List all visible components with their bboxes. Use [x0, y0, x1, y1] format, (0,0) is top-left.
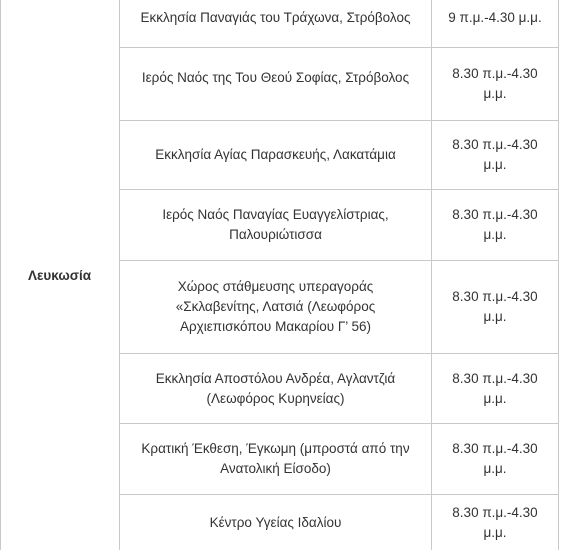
hours-cell: 8.30 π.μ.-4.30 μ.μ.: [452, 505, 538, 540]
hours-cell: 8.30 π.μ.-4.30 μ.μ.: [452, 137, 538, 172]
hours-cell: 8.30 π.μ.-4.30 μ.μ.: [452, 207, 538, 242]
location-cell: Εκκλησία Αγίας Παρασκευής, Λακατάμια: [155, 147, 396, 162]
hours-cell: 8.30 π.μ.-4.30 μ.μ.: [452, 441, 538, 476]
location-cell: Εκκλησία Αποστόλου Ανδρέα, Αγλαντζιά (Λεωφόρος Κυρηνείας): [155, 370, 396, 406]
location-cell: Κέντρο Υγείας Ιδαλίου: [209, 515, 342, 530]
hours-cell: 8.30 π.μ.-4.30 μ.μ.: [452, 370, 538, 406]
location-cell: Κρατική Έκθεση, Έγκωμη (μπροστά από την Ανατολική Είσοδο): [141, 441, 410, 476]
location-cell: Ιερός Ναός Παναγίας Ευαγγελίστριας, Παλουριώτισσα: [162, 207, 389, 242]
location-cell: Ιερός Ναός της Του Θεού Σοφίας, Στρόβολος: [141, 70, 410, 85]
hours-cell: 8.30 π.μ.-4.30 μ.μ.: [452, 289, 538, 324]
location-cell: Εκκλησία Παναγιάς του Τράχωνα, Στρόβολος: [140, 9, 411, 25]
table-border-right: [558, 0, 559, 550]
region-name: Λευκωσία: [27, 267, 92, 283]
location-cell: Χώρος στάθμευσης υπεραγοράς «Σκλαβενίτης, Λατσιά (Λεωφόρος Αρχιεπισκόπου Μακαρίου Γ’ 56): [175, 279, 376, 334]
hours-cell: 9 π.μ.-4.30 μ.μ.: [448, 9, 542, 25]
hours-cell: 8.30 π.μ.-4.30 μ.μ.: [452, 66, 538, 101]
